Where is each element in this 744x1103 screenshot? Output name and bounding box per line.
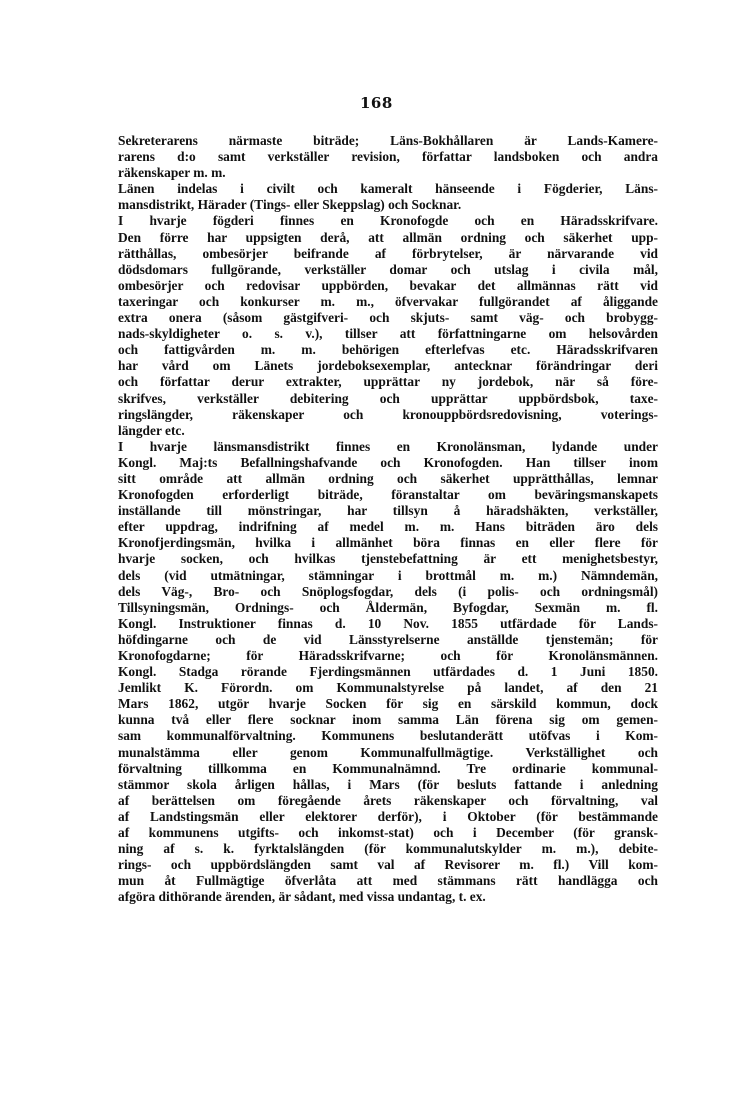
text-line: har vård om Länets jordeboksexemplar, antecknar förändringar deri [118, 358, 658, 374]
text-line: rarens d:o samt verkställer revision, författar landsboken och andra [118, 149, 658, 165]
text-line: nads-skyldigheter o. s. v.), tillser att författningarne om helsovården [118, 326, 658, 342]
text-line: rätthållas, ombesörjer beifrande af förbrytelser, är närvarande vid [118, 245, 658, 261]
text-line: Länen indelas i civilt och kameralt hänseende i Fögderier, Läns- [118, 181, 658, 197]
text-line: I hvarje fögderi finnes en Kronofogde och en Häradsskrifvare. [118, 213, 658, 229]
text-line: afgöra dithörande ärenden, är sådant, med vissa undantag, t. ex. [118, 889, 486, 905]
text-line: kunna två eller flere socknar inom samma Län förena sig om gemen- [118, 712, 658, 728]
text-line: Mars 1862, utgör hvarje Socken för sig en särskild kommun, dock [118, 696, 658, 712]
text-line: dödsdomars fullgörande, verkställer domar och utslag i civila mål, [118, 261, 658, 277]
text-line: inställande till mönstringar, har tillsyn å häradshäkten, verkställer, [118, 503, 658, 519]
text-line: och författar derur extrakter, upprättar ny jordebok, när så före- [118, 374, 658, 390]
text-line: ning af s. k. fyrktalslängden (för kommunalutskylder m. m.), debite- [118, 841, 658, 857]
text-line: Kronofjerdingsmän, hvilka i allmänhet böra finnas en eller flere för [118, 535, 658, 551]
text-line: skrifves, verkställer debitering och upprättar uppbördsbok, taxe- [118, 390, 658, 406]
text-line: Kongl. Stadga rörande Fjerdingsmännen utfärdades d. 1 Juni 1850. [118, 664, 658, 680]
text-line: extra onera (såsom gästgifveri- och skjuts- samt väg- och brobygg- [118, 310, 658, 326]
text-line: mun åt Fullmägtige öfverlåta att med stämmans rätt handlägga och [118, 873, 658, 889]
text-line: höfdingarne och de vid Länsstyrelserne anställde tjenstemän; för [118, 631, 658, 647]
text-line: räkenskaper m. m. [118, 165, 226, 181]
text-line: af berättelsen om föregående årets räkenskaper och förvaltning, val [118, 792, 658, 808]
text-line: ringslängder, räkenskaper och kronouppbördsredovisning, voterings- [118, 406, 658, 422]
text-line: taxeringar och konkurser m. m., öfvervakar fullgörandet af åliggande [118, 293, 658, 309]
text-line: Kronofogden erforderligt biträde, föranstaltar om beväringsmanskapets [118, 487, 658, 503]
text-line: stämmor skola årligen hållas, i Mars (för besluts fattande i anledning [118, 776, 658, 792]
text-line: Sekreterarens närmaste biträde; Läns-Bokhållaren är Lands-Kamere- [118, 133, 658, 148]
text-line: ombesörjer och redovisar uppbörden, bevakar det allmännas rätt vid [118, 277, 658, 293]
body-text [118, 133, 658, 906]
text-line: mansdistrikt, Härader (Tings- eller Skeppslag) och Socknar. [118, 197, 462, 213]
text-line: I hvarje länsmansdistrikt finnes en Kronolänsman, lydande under [118, 438, 658, 454]
text-line: dels (vid utmätningar, stämningar i brottmål m. m.) Nämndemän, [118, 567, 658, 583]
text-line: Kongl. Maj:ts Befallningshafvande och Kronofogden. Han tillser inom [118, 454, 658, 470]
text-line: af kommunens utgifts- och inkomst-stat) och i December (för gransk- [118, 825, 658, 841]
text-line: hvarje socken, och hvilkas tjenstebefattning är ett menighetsbestyr, [118, 551, 658, 567]
page-number: 168 [360, 94, 393, 112]
text-line: Den förre har uppsigten derå, att allmän ordning och säkerhet upp- [118, 229, 658, 245]
text-line: dels Väg-, Bro- och Snöplogsfogdar, dels (i polis- och ordningsmål) [118, 583, 658, 599]
text-line: efter uppdrag, indrifning af medel m. m. Hans biträden äro dels [118, 519, 658, 535]
text-line: Jemlikt K. Förordn. om Kommunalstyrelse på landet, af den 21 [118, 680, 658, 696]
text-line: sam kommunalförvaltning. Kommunens beslutanderätt utöfvas i Kom- [118, 728, 658, 744]
text-line: längder etc. [118, 422, 185, 438]
text-line: Tillsyningsmän, Ordnings- och Åldermän, Byfogdar, Sexmän m. fl. [118, 599, 658, 615]
text-line: sitt område att allmän ordning och säkerhet upprätthållas, lemnar [118, 470, 658, 486]
text-line: af Landstingsmän eller elektorer derför), i Oktober (för bestämmande [118, 808, 658, 824]
text-line: Kongl. Instruktioner finnas d. 10 Nov. 1855 utfärdade för Lands- [118, 615, 658, 631]
text-line: förvaltning tillkomma en Kommunalnämnd. Tre ordinarie kommunal- [118, 760, 658, 776]
text-line: rings- och uppbördslängden samt val af Revisorer m. fl.) Vill kom- [118, 857, 658, 873]
text-line: och fattigvården m. m. behörigen efterlefvas etc. Häradsskrifvaren [118, 342, 658, 358]
text-line: munalstämma eller genom Kommunalfullmägtige. Verkställighet och [118, 744, 658, 760]
text-line: Kronofogdarne; för Häradsskrifvarne; och för Kronolänsmännen. [118, 648, 658, 663]
